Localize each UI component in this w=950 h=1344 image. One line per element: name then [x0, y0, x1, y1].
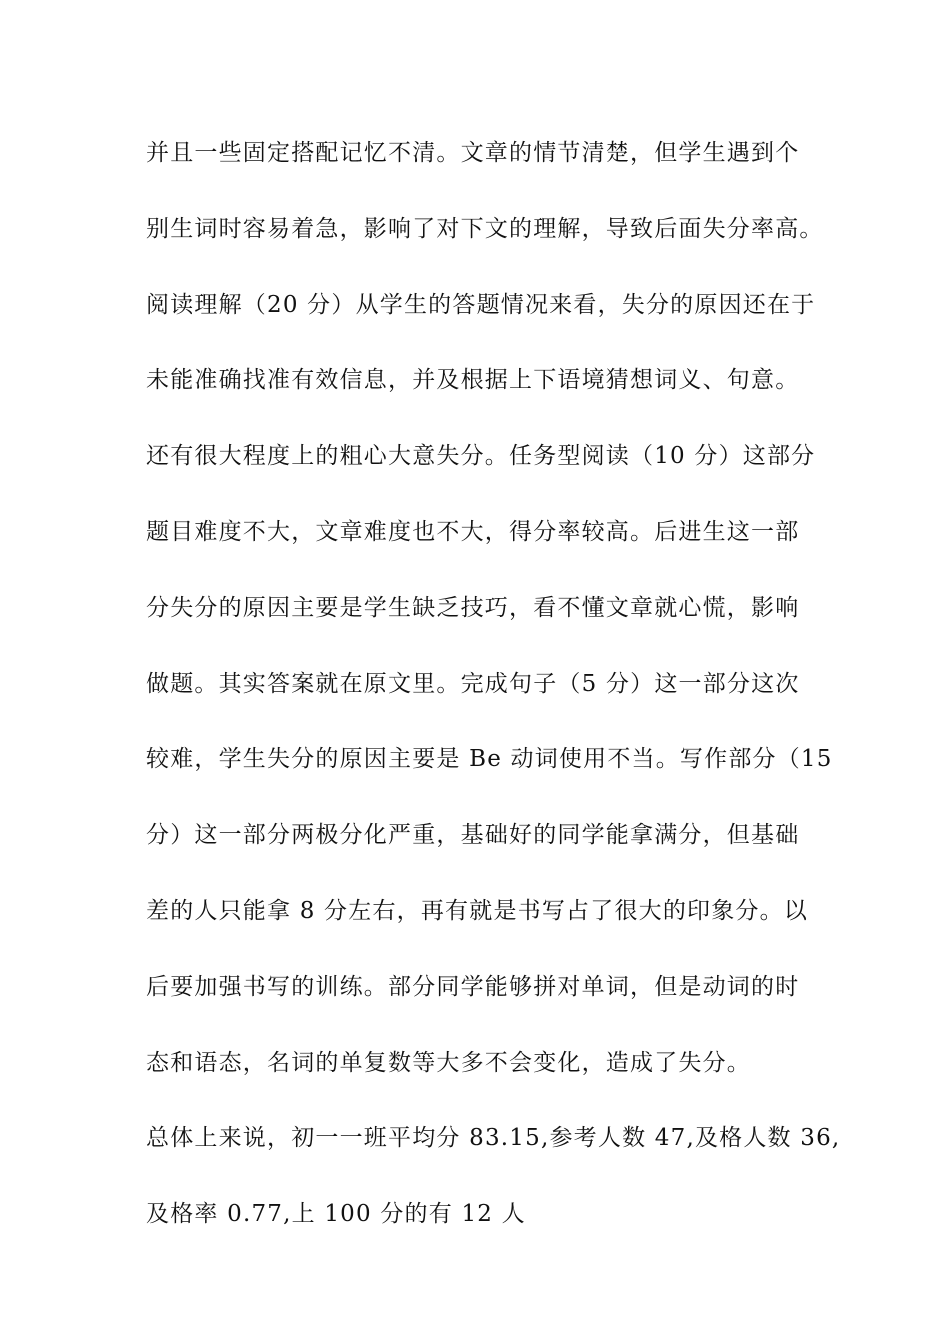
text-line: 未能准确找准有效信息，并及根据上下语境猜想词义、句意。 [146, 367, 800, 394]
text-line: 还有很大程度上的粗心大意失分。任务型阅读（10 分）这部分 [146, 443, 816, 470]
text-line: 题目难度不大，文章难度也不大，得分率较高。后进生这一部 [146, 518, 800, 545]
text-line: 做题。其实答案就在原文里。完成句子（5 分）这一部分这次 [146, 670, 800, 697]
text-line: 态和语态，名词的单复数等大多不会变化，造成了失分。 [146, 1049, 751, 1076]
text-line: 分失分的原因主要是学生缺乏技巧，看不懂文章就心慌，影响 [146, 594, 800, 621]
text-line: 及格率 0.77,上 100 分的有 12 人 [146, 1201, 526, 1228]
text-line: 总体上来说，初一一班平均分 83.15,参考人数 47,及格人数 36, [146, 1125, 841, 1152]
text-line: 后要加强书写的训练。部分同学能够拼对单词，但是动词的时 [146, 973, 800, 1000]
text-line: 并且一些固定搭配记忆不清。文章的情节清楚，但学生遇到个 [146, 140, 800, 166]
text-line: 差的人只能拿 8 分左右，再有就是书写占了很大的印象分。以 [146, 897, 809, 924]
text-line: 别生词时容易着急，影响了对下文的理解，导致后面失分率高。 [146, 215, 824, 242]
text-line: 分）这一部分两极分化严重，基础好的同学能拿满分，但基础 [146, 822, 800, 849]
text-line: 阅读理解（20 分）从学生的答题情况来看，失分的原因还在于 [146, 291, 816, 318]
text-line: 较难，学生失分的原因主要是 Be 动词使用不当。写作部分（15 [146, 746, 833, 773]
body-text [146, 133, 841, 1270]
